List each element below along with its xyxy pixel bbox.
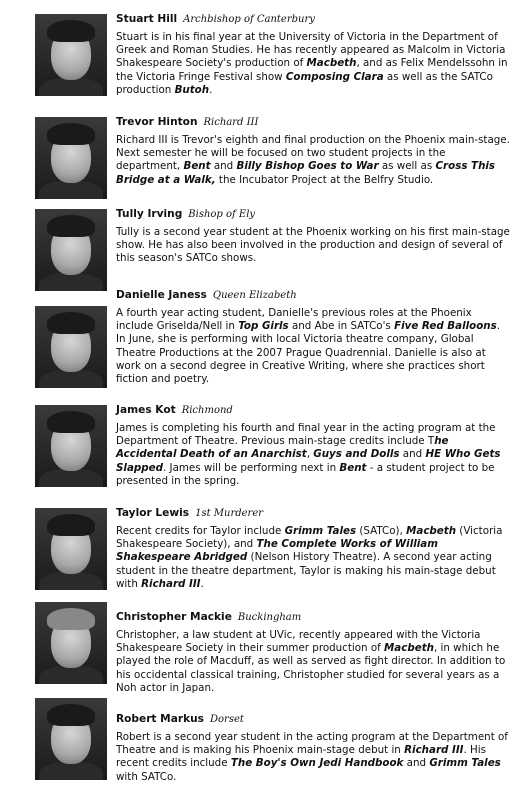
- bio-segment: (Victoria Shakespeare Society), and: [116, 525, 503, 551]
- bio-segment: (SATCo),: [356, 525, 407, 537]
- bio-segment: James is completing his fourth and final year in the acting program at the Department of Theatre. Previous main-stage credits include T: [116, 422, 496, 448]
- title-text: Macbeth: [306, 57, 357, 70]
- headshot-photo: [35, 306, 107, 388]
- bio-text: [116, 731, 510, 784]
- title-text: Richard III: [404, 744, 464, 757]
- bio-text: [116, 422, 510, 488]
- title-text: Bent: [339, 461, 367, 474]
- bio-segment: Robert is a second year student in the acting program at the Department of Theatre and is making his Phoenix main-stage debut in: [116, 731, 508, 757]
- bio-segment: as well as the SATCo production: [116, 70, 493, 96]
- headshot-photo: [35, 698, 107, 780]
- bio-segment: Recent credits for Taylor include: [116, 525, 285, 537]
- headshot-photo: [35, 14, 107, 96]
- bio-block: [116, 403, 510, 488]
- bio-segment: as well as: [378, 160, 436, 173]
- actor-name: Christopher Mackie: [116, 611, 232, 623]
- actor-name: Robert Markus: [116, 713, 204, 725]
- role-name: 1st Murderer: [195, 508, 264, 519]
- bio-text: [116, 307, 510, 386]
- title-text: The Boy's Own Jedi Handbook: [230, 757, 404, 770]
- title-text: Grimm Tales: [284, 525, 357, 537]
- role-name: Archbishop of Canterbury: [183, 14, 315, 25]
- actor-name: Stuart Hill: [116, 13, 178, 25]
- bio-segment: , in which he played the role of Macduff, as well as served as fight director. In addition to his occidental classical training, Christopher studied for several years as a Noh actor in Japan.: [116, 642, 506, 694]
- actor-name: James Kot: [116, 404, 176, 416]
- bio-text: [116, 629, 510, 695]
- role-name: Buckingham: [237, 612, 302, 623]
- title-text: Butoh: [174, 83, 210, 96]
- headshot-photo: [35, 117, 107, 199]
- bio-segment: with SATCo.: [116, 770, 177, 783]
- actor-name: Danielle Janess: [116, 289, 207, 301]
- bio-text: [116, 525, 510, 591]
- bio-block: [116, 288, 510, 386]
- role-name: Richard III: [203, 117, 259, 128]
- title-text: Bent: [183, 160, 211, 173]
- headshot-photo: [35, 508, 107, 590]
- title-text: Top Girls: [238, 320, 289, 333]
- bio-segment: .: [200, 577, 204, 590]
- headshot-photo: [35, 405, 107, 487]
- bio-segment: Christopher, a law student at UVic, recently appeared with the Victoria Shakespeare Society in their summer production of: [116, 629, 481, 655]
- bio-block: [116, 712, 510, 784]
- bio-segment: - a student project to be presented in the spring.: [116, 461, 495, 487]
- title-text: Five Red Balloons: [394, 320, 497, 333]
- title-text: Grimm Tales: [429, 757, 501, 770]
- role-name: Bishop of Ely: [188, 209, 256, 220]
- title-text: Macbeth: [406, 525, 457, 537]
- bio-segment: . His recent credits include: [116, 744, 486, 770]
- title-text: he Accidental Death of an Anarchist: [116, 435, 449, 461]
- bio-segment: (Nelson History Theatre). A second year acting student in the theatre department, Taylor is making his main-stage debut with: [116, 551, 496, 590]
- bio-block: [116, 12, 510, 97]
- actor-name: Trevor Hinton: [116, 116, 198, 128]
- bio-segment: .: [209, 83, 213, 96]
- bio-segment: ,: [306, 448, 314, 461]
- bio-segment: Tully is a second year student at the Phoenix working on his first main-stage show. He has also been involved in the production and design of several of this season's SATCo shows.: [116, 226, 510, 265]
- title-text: Macbeth: [384, 642, 434, 655]
- bio-text: [116, 31, 510, 97]
- role-name: Dorset: [210, 714, 244, 725]
- bio-segment: Stuart is in his final year at the University of Victoria in the Department of Greek and Roman Studies. He has recently appeared as Malcolm in Victoria Shakespeare Society's production of: [116, 31, 506, 70]
- title-text: Richard III: [141, 577, 201, 590]
- title-text: The Complete Works of William Shakespeare Abridged: [116, 538, 438, 564]
- role-name: Richmond: [181, 405, 233, 416]
- actor-name: Tully Irving: [116, 208, 183, 220]
- actor-name: Taylor Lewis: [116, 507, 190, 519]
- title-text: Composing Clara: [285, 70, 384, 83]
- bio-segment: and Abe in SATCo's: [288, 320, 395, 333]
- bio-segment: the Incubator Project at the Belfry Studio.: [215, 173, 434, 186]
- title-text: Cross This Bridge at a Walk,: [116, 160, 496, 186]
- bio-block: [116, 207, 510, 266]
- bio-segment: and: [403, 757, 430, 770]
- title-text: Guys and Dolls: [313, 448, 400, 461]
- bio-block: [116, 115, 510, 187]
- bio-segment: . In June, she is performing with local Victoria theatre company, Global Theatre Productions at the 2007 Prague Quadrennial. Danielle is also at work on a second degree in Creative Writing, where she practices short fiction and poetry.: [116, 320, 501, 386]
- bio-text: [116, 134, 510, 187]
- role-name: Queen Elizabeth: [212, 290, 297, 301]
- bio-block: [116, 610, 510, 695]
- bio-segment: and: [399, 448, 426, 461]
- bio-segment: , and as Felix Mendelssohn in the Victoria Fringe Festival show: [116, 57, 508, 83]
- title-text: HE Who Gets Slapped: [116, 448, 501, 474]
- bio-segment: Richard III is Trevor's eighth and final production on the Phoenix main-stage. Next semester he will be focused on two student projects in the department,: [116, 134, 510, 173]
- title-text: Billy Bishop Goes to War: [236, 160, 379, 173]
- bio-block: [116, 506, 510, 591]
- headshot-photo: [35, 602, 107, 684]
- bio-segment: . James will be performing next in: [163, 461, 340, 474]
- headshot-photo: [35, 209, 107, 291]
- bio-text: [116, 226, 510, 266]
- bio-segment: A fourth year acting student, Danielle's previous roles at the Phoenix include Griselda/Nell in: [116, 307, 472, 333]
- bio-segment: and: [210, 160, 237, 173]
